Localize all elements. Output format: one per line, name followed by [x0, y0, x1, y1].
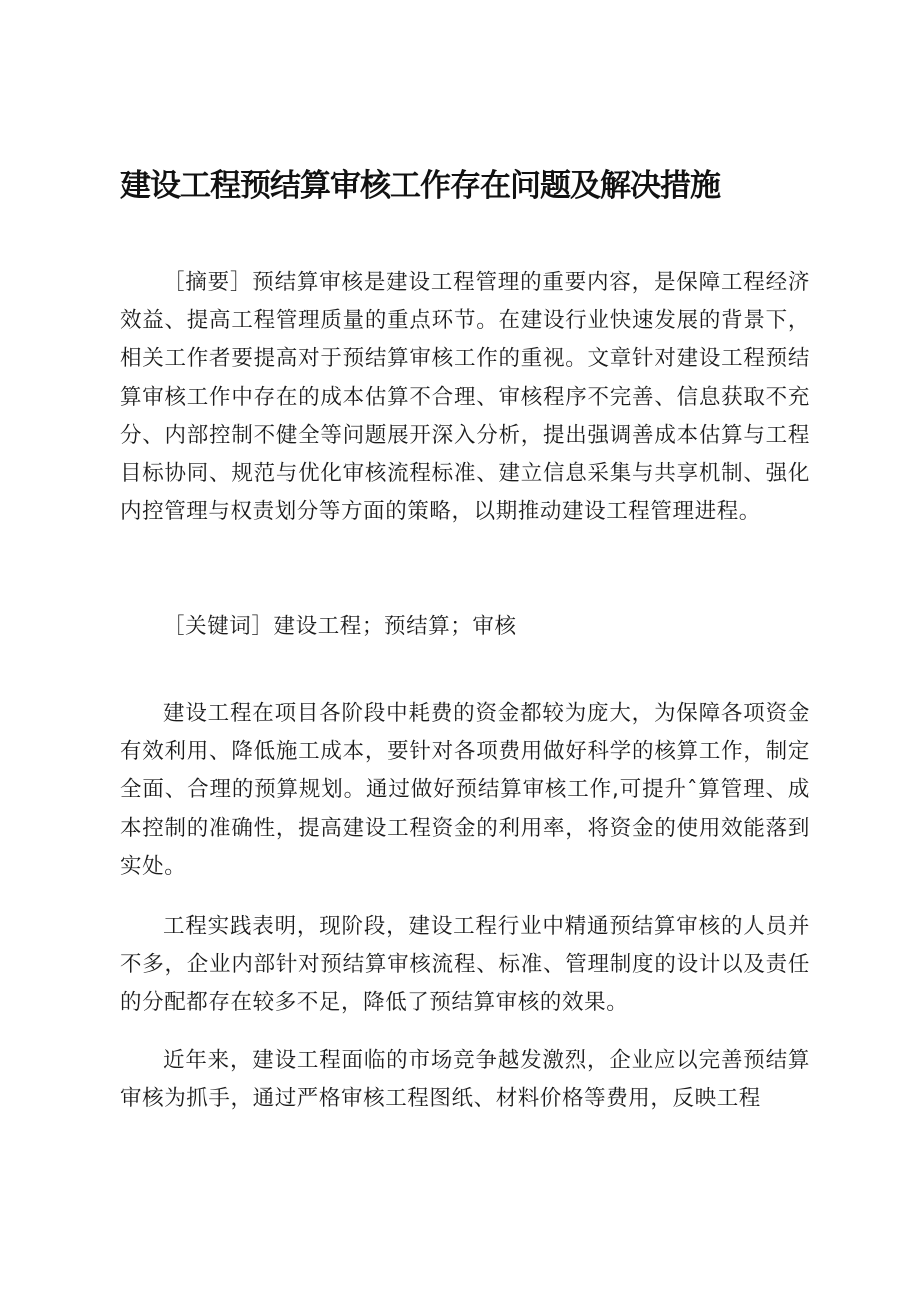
- body-paragraph-3: 近年来，建设工程面临的市场竞争越发激烈，企业应以完善预结算审核为抓手，通过严格审核工程图纸、材料价格等费用，反映工程: [120, 1048, 810, 1112]
- body-paragraph-2: 工程实践表明，现阶段，建设工程行业中精通预结算审核的人员并不多，企业内部针对预结算审核流程、标准、管理制度的设计以及责任的分配都存在较多不足，降低了预结算审核的效果。: [120, 914, 810, 1016]
- document-title: 建设工程预结算审核工作存在问题及解决措施: [120, 168, 720, 204]
- abstract-paragraph: ［摘要］预结算审核是建设工程管理的重要内容，是保障工程经济效益、提高工程管理质量的重点环节。在建设行业快速发展的背景下，相关工作者要提高对于预结算审核工作的重视。文章针对建设工程预结算审核工作中存在的成本估算不合理、审核程序不完善、信息获取不充分、内部控制不健全等问题展开深入分析，提出强调善成本估算与工程目标协同、规范与优化审核流程标准、建立信息采集与共享机制、强化内控管理与权责划分等方面的策略，以期推动建设工程管理进程。: [120, 270, 810, 525]
- keywords-paragraph: ［关键词］建设工程；预结算；审核: [163, 614, 517, 639]
- body-paragraph-1: 建设工程在项目各阶段中耗费的资金都较为庞大，为保障各项资金有效利用、降低施工成本，要针对各项费用做好科学的核算工作，制定全面、合理的预算规划。通过做好预结算审核工作,可提升ˆ算管理、成本控制的准确性，提高建设工程资金的利用率，将资金的使用效能落到实处。: [120, 701, 810, 879]
